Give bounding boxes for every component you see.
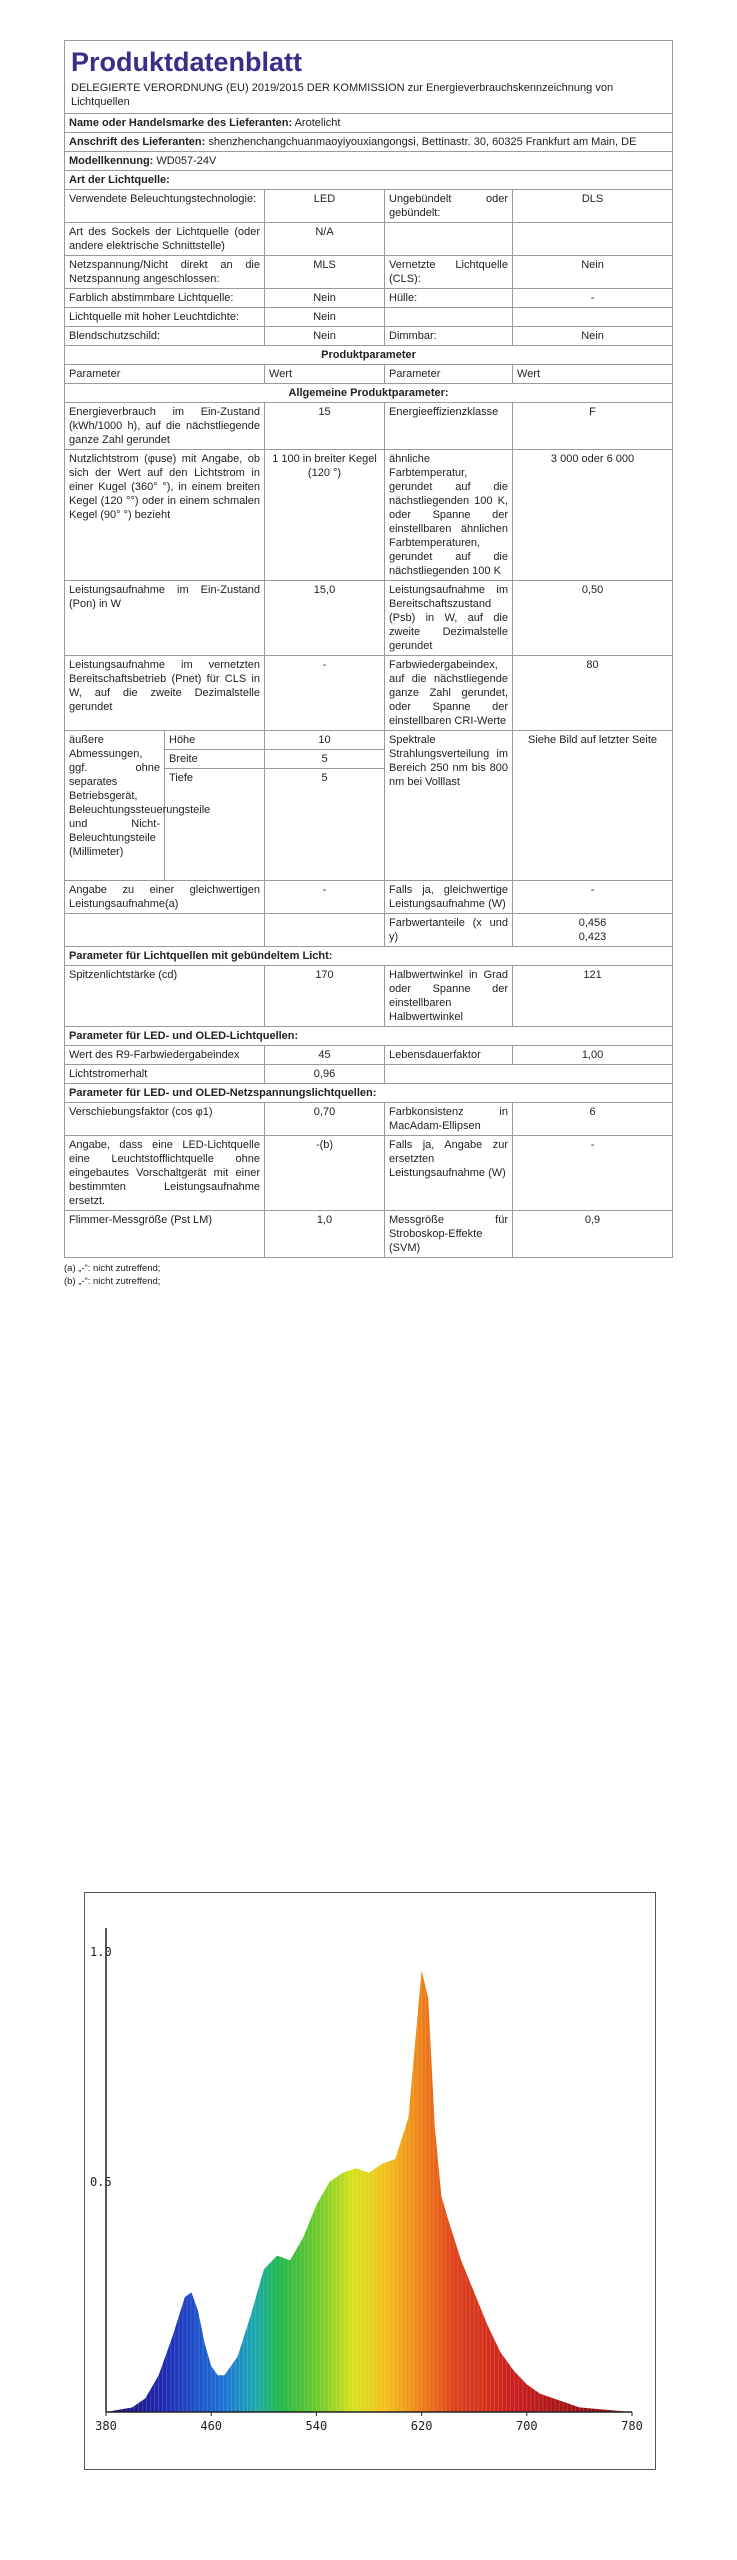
x-tick-label: 460 [200, 2419, 223, 2433]
dim-value: 10 [265, 731, 385, 750]
x-tick-label: 780 [621, 2419, 643, 2433]
row-label: Angabe, dass eine LED-Lichtquelle eine Leuchtstofflichtquelle ohne eingebautes Vorschaltgerät mit einer bestimmten Leistungsaufnahme ersetzt. [65, 1136, 265, 1211]
row-value: 0,50 [513, 581, 673, 656]
row-label: Farbwertanteile (x und y) [385, 914, 513, 947]
model-label: Modellkennung: [69, 155, 154, 167]
empty-cell [65, 914, 265, 947]
row-label: Falls ja, Angabe zur ersetzten Leistungsaufnahme (W) [385, 1136, 513, 1211]
x-tick-label: 620 [410, 2419, 433, 2433]
model-row [65, 152, 673, 171]
row-label: Farbkonsistenz in MacAdam-Ellipsen [385, 1103, 513, 1136]
row-label: Verwendete Beleuchtungstechnologie: [65, 190, 265, 223]
header-cell [65, 41, 673, 114]
mains-heading: Parameter für LED- und OLED-Netzspannungslichtquellen: [65, 1084, 673, 1103]
x-tick-label: 700 [515, 2419, 538, 2433]
spectrum-chart [84, 1892, 656, 2470]
model-value: WD057-24V [156, 155, 217, 167]
x-tick-label: 380 [95, 2419, 117, 2433]
row-label [385, 223, 513, 256]
row-label: Lichtstromerhalt [65, 1065, 265, 1084]
footnotes [64, 1262, 672, 1288]
row-label: Leistungsaufnahme im Ein-Zustand (Pon) in W [65, 581, 265, 656]
regulation-text: DELEGIERTE VERORDNUNG (EU) 2019/2015 DER KOMMISSION zur Energieverbrauchskennzeichnung von Lichtquellen [71, 82, 614, 108]
row-label: Dimmbar: [385, 327, 513, 346]
directional-heading: Parameter für Lichtquellen mit gebündeltem Licht: [65, 947, 673, 966]
column-header-row [65, 365, 673, 384]
row-label: Hülle: [385, 289, 513, 308]
row-value: Nein [265, 308, 385, 327]
supplier-name-row [65, 114, 673, 133]
col-header-param: Parameter [65, 365, 265, 384]
row-value: 1,00 [513, 1046, 673, 1065]
row-value: Nein [513, 256, 673, 289]
table-row [65, 966, 673, 1027]
row-value: N/A [265, 223, 385, 256]
doc-title: Produktdatenblatt [71, 47, 303, 77]
row-value: 15 [265, 403, 385, 450]
row-label: Wert des R9-Farbwiedergabeindex [65, 1046, 265, 1065]
dim-name: Höhe [165, 731, 265, 750]
row-value [513, 308, 673, 327]
row-value: Nein [265, 289, 385, 308]
dimensions-row [65, 731, 673, 750]
row-label: Nutzlichtstrom (φuse) mit Angabe, ob sich der Wert auf den Lichtstrom in einer Kugel (360° °), in einem breiten Kegel (120 °°) oder in einem schmalen Kegel (90° °) bezieht [65, 450, 265, 581]
row-value: LED [265, 190, 385, 223]
footnote-b: (b) „-“: nicht zutreffend; [64, 1276, 161, 1287]
row-value: - [513, 1136, 673, 1211]
row-value: 6 [513, 1103, 673, 1136]
table-row [65, 1046, 673, 1065]
col-header-param-2: Parameter [385, 365, 513, 384]
row-value: - [265, 881, 385, 914]
row-label: Leistungsaufnahme im Bereitschaftszustand (Psb) in W, auf die zweite Dezimalstelle gerundet [385, 581, 513, 656]
row-label: Energieverbrauch im Ein-Zustand (kWh/1000 h), auf die nächstliegende ganze Zahl gerundet [65, 403, 265, 450]
row-value: 0,70 [265, 1103, 385, 1136]
dimensions-label: äußere Abmessungen, ggf. ohne separates Betriebsgerät, Beleuchtungssteuerungsteile und Nicht-Beleuchtungsteile (Millimeter) [65, 731, 165, 881]
row-value: 3 000 oder 6 000 [513, 450, 673, 581]
spectral-label: Spektrale Strahlungsverteilung im Bereich 250 nm bis 800 nm bei Volllast [385, 731, 513, 881]
table-row [65, 881, 673, 914]
row-value: 121 [513, 966, 673, 1027]
row-value: 0,9 [513, 1211, 673, 1258]
y-tick-label: 1.0 [90, 1945, 112, 1959]
table-row [65, 581, 673, 656]
table-row [65, 190, 673, 223]
row-label: ähnliche Farbtemperatur, gerundet auf die nächstliegenden 100 K, oder Spanne der einstellbaren ähnlichen Farbtemperaturen, gerundet auf die nächstliegenden 100 K [385, 450, 513, 581]
row-value: 1 100 in breiter Kegel (120 °) [265, 450, 385, 581]
footnote-a: (a) „-“: nicht zutreffend; [64, 1263, 161, 1274]
table-row [65, 1103, 673, 1136]
row-label: Netzspannung/Nicht direkt an die Netzspannung angeschlossen: [65, 256, 265, 289]
row-value: 15,0 [265, 581, 385, 656]
row-value: DLS [513, 190, 673, 223]
row-label: Falls ja, gleichwertige Leistungsaufnahme (W) [385, 881, 513, 914]
table-row [65, 1136, 673, 1211]
row-value: 45 [265, 1046, 385, 1065]
spectral-value: Siehe Bild auf letzter Seite [513, 731, 673, 881]
table-row [65, 656, 673, 731]
row-value [513, 223, 673, 256]
table-row [65, 327, 673, 346]
row-label: Lebensdauerfaktor [385, 1046, 513, 1065]
row-value: - [513, 289, 673, 308]
empty-cell [385, 1065, 673, 1084]
supplier-name-value: Arotelicht [294, 117, 341, 129]
row-label: Spitzenlichtstärke (cd) [65, 966, 265, 1027]
row-value: - [513, 881, 673, 914]
spectrum-svg [84, 1892, 656, 2470]
col-header-value-2: Wert [513, 365, 673, 384]
row-value: Nein [513, 327, 673, 346]
spec-table [64, 40, 673, 1258]
datasheet [64, 40, 672, 1288]
row-label: Halbwertwinkel in Grad oder Spanne der einstellbaren Halbwertwinkel [385, 966, 513, 1027]
row-label: Farbwiedergabeindex, auf die nächstliegende ganze Zahl gerundet, oder Spanne der einstellbaren CRI-Werte [385, 656, 513, 731]
row-label: Vernetzte Lichtquelle (CLS): [385, 256, 513, 289]
row-label: Energieeffizienzklasse [385, 403, 513, 450]
row-value: Nein [265, 327, 385, 346]
supplier-address-row [65, 133, 673, 152]
col-header-value: Wert [265, 365, 385, 384]
table-row [65, 308, 673, 327]
row-value: 0,96 [265, 1065, 385, 1084]
row-label: Blendschutzschild: [65, 327, 265, 346]
table-row [65, 256, 673, 289]
row-value: - [265, 656, 385, 731]
table-row [65, 914, 673, 947]
row-value: MLS [265, 256, 385, 289]
row-label: Angabe zu einer gleichwertigen Leistungsaufnahme(a) [65, 881, 265, 914]
dim-name: Breite [165, 750, 265, 769]
y-tick-label: 0.5 [90, 2175, 112, 2189]
row-value: 1,0 [265, 1211, 385, 1258]
row-value: 170 [265, 966, 385, 1027]
row-label [385, 308, 513, 327]
row-label: Flimmer-Messgröße (Pst LM) [65, 1211, 265, 1258]
row-label: Verschiebungsfaktor (cos φ1) [65, 1103, 265, 1136]
row-value: 80 [513, 656, 673, 731]
table-row [65, 289, 673, 308]
row-label: Art des Sockels der Lichtquelle (oder andere elektrische Schnittstelle) [65, 223, 265, 256]
row-label: Messgröße für Stroboskop-Effekte (SVM) [385, 1211, 513, 1258]
dim-value: 5 [265, 769, 385, 881]
supplier-address-value: shenzhenchangchuanmaoyiyouxiangongsi, Bettinastr. 30, 60325 Frankfurt am Main, DE [208, 136, 637, 148]
row-value: -(b) [265, 1136, 385, 1211]
led-oled-heading: Parameter für LED- und OLED-Lichtquellen: [65, 1027, 673, 1046]
dim-value: 5 [265, 750, 385, 769]
table-row [65, 450, 673, 581]
row-value: F [513, 403, 673, 450]
light-source-type-heading: Art der Lichtquelle: [65, 171, 673, 190]
table-row [65, 403, 673, 450]
supplier-address-label: Anschrift des Lieferanten: [69, 136, 206, 148]
dim-name: Tiefe [165, 769, 265, 881]
supplier-name-label: Name oder Handelsmarke des Lieferanten: [69, 117, 293, 129]
table-row [65, 223, 673, 256]
x-tick-label: 540 [305, 2419, 328, 2433]
product-params-heading: Produktparameter [65, 346, 673, 365]
table-row [65, 1211, 673, 1258]
row-label: Farblich abstimmbare Lichtquelle: [65, 289, 265, 308]
row-label: Ungebündelt oder gebündelt: [385, 190, 513, 223]
empty-cell [265, 914, 385, 947]
general-params-heading: Allgemeine Produktparameter: [65, 384, 673, 403]
row-label: Leistungsaufnahme im vernetzten Bereitschaftsbetrieb (Pnet) für CLS in W, auf die zweite Dezimalstelle gerundet [65, 656, 265, 731]
row-value: 0,456 0,423 [513, 914, 673, 947]
table-row [65, 1065, 673, 1084]
row-label: Lichtquelle mit hoher Leuchtdichte: [65, 308, 265, 327]
